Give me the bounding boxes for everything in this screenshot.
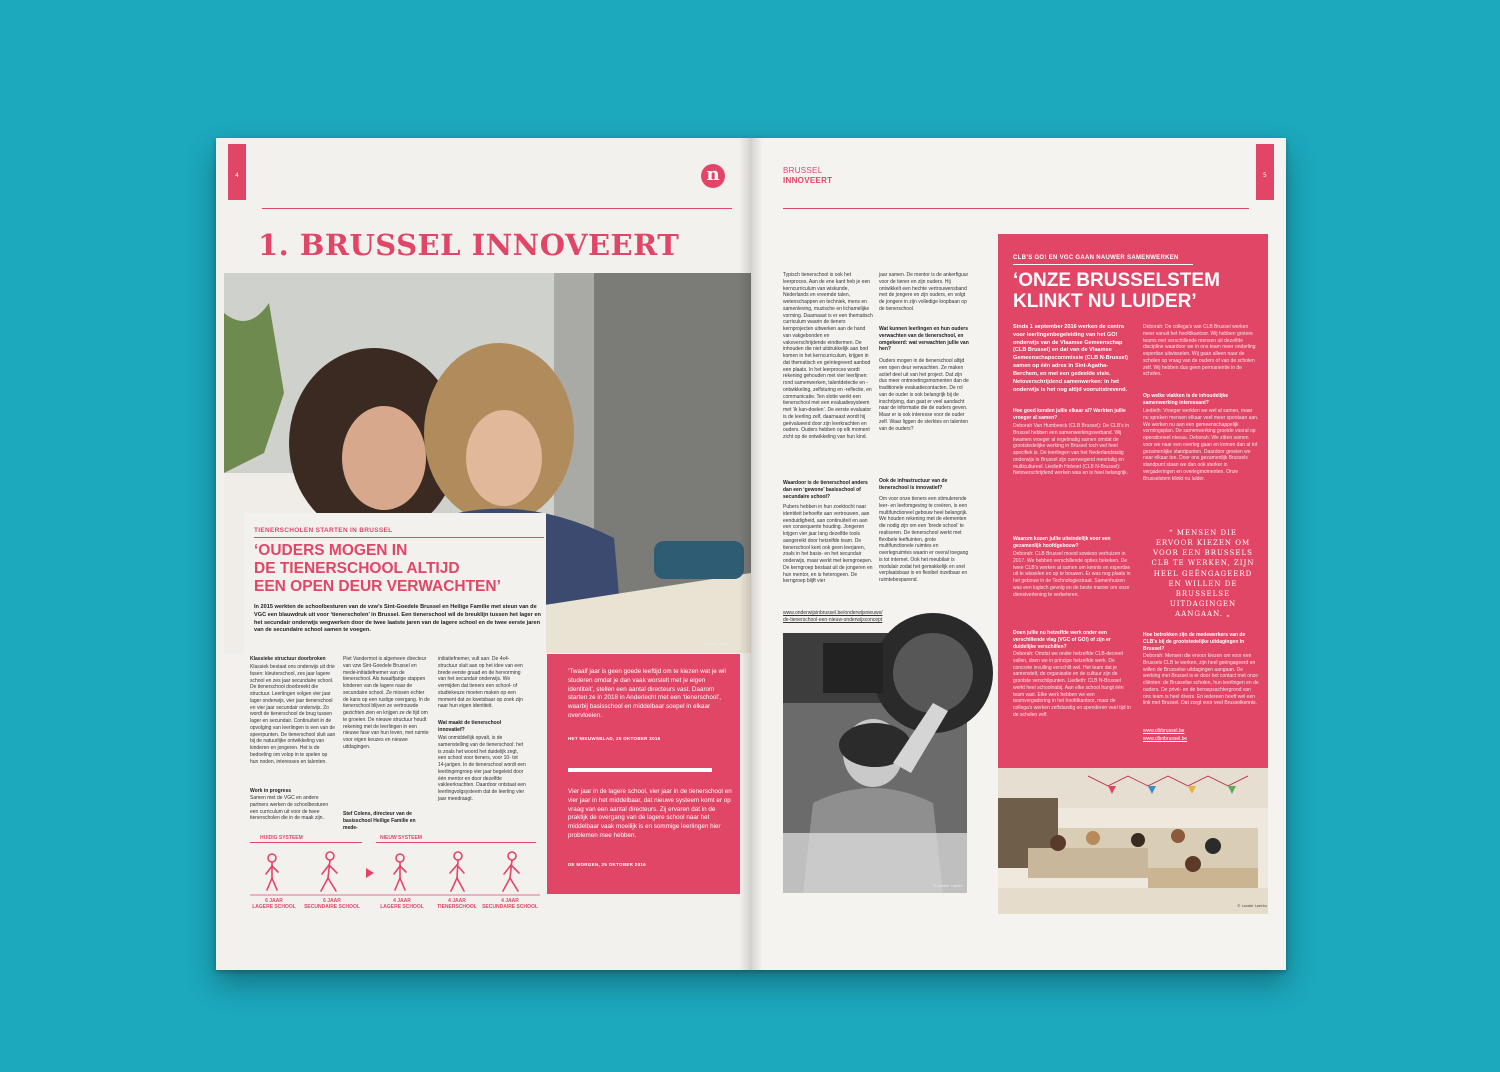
diagram-label-old: HUIDIG SYSTEEM (260, 835, 303, 841)
article-kicker-left: TIENERSCHOLEN STARTEN IN BRUSSEL (254, 527, 393, 534)
left-page (216, 138, 751, 970)
col3-text: initiatiefnemer, vult aan: De 4x4-structuur sluit aan op het idee van een brede eerste graad en de hervorming van het secundair onderwijs. We vermijden dat tieners een school- of studiekeuze moeten maken op een moment dat ze kwetsbaar op zoek zijn naar hun eigen identiteit. (438, 656, 524, 710)
right-col1-link-2[interactable]: de-tienerschool-een-nieuw-onderwijsconcept (783, 617, 883, 623)
diagram-item-4: 4 JAAR TIENERSCHOOL (437, 898, 477, 910)
article-lead-left: In 2015 werkten de schoolbesturen van de vzw’s Sint-Goedele Brussel en Heilige Familie met steun van de VGC een blauwdruk uit voor ‘tienerscholen’ in Brussel. Een tienerschool wil de breuklijn tussen het lager en het secundair onderwijs wegwerken door de twee laatste jaren van de lagere school en de twee eerste jaren van de secundaire school samen te voegen. (254, 604, 541, 634)
col3-text-2: Wat onmiddellijk opvalt, is de samenstelling van de tienerschool: het is zoals het woord het duidelijk zegt, een school voor tieners, voor 10- tot 14-jarigen. In de tienerschool wordt een leerlingengroep vier jaar begeleid door één mentor en door dezelfde vakleerkrachten. Daardoor ontstaat een leerlingvolgsysteem dat de leerling vier jaar meedraagt. (438, 735, 526, 802)
interview-kicker-rule (1013, 264, 1193, 265)
interview-a3-cont: Deborah: De collega’s van CLB Brussel werken meer vanuit het hoofdkantoor. Wij hebben grotere teams met verschillende mensen uit dezelfde discipline waardoor we in ons team meer onderling expertise uitwisselen. Wij gaan alleen naar de scholen op vraag van de ouders of van de scholen zelf. Wij hebben dus geen permanentie in de scholen. (1143, 324, 1256, 378)
clb-link-2[interactable]: www.clbnbrussel.be (1143, 736, 1188, 742)
section-label-1: BRUSSEL (783, 166, 823, 175)
interview-headline-2: KLINKT NU LUIDER’ (1013, 291, 1197, 312)
interview-lead: Sinds 1 september 2016 werken de centra voor leerlingenbegeleiding van het GO! onderwijs van de Vlaamse Gemeenschap (CLB Brussel) en dat van de Vlaamse Gemeenschapscommissie (CLB N-Brussel) samen op één adres in Sint-Agatha-Berchem, en met een gedeelde visie. Netoverschrijdend samenwerken: in het onderwijs is het nog altijd vooruitstrevend. (1013, 324, 1129, 393)
article-headline-left-3: EEN OPEN DEUR VERWACHTEN’ (254, 578, 501, 595)
magazine-logo: n (701, 164, 725, 188)
page-number-left: 4 (235, 172, 239, 179)
bw-photo-credit: © Lander Loeckx (933, 884, 964, 888)
quote-text-2: Vier jaar in de lagere school, vier jaar in de tienerschool en vier jaar in het middelbaar, dat nieuwe systeem komt er op vraag van een aantal directeurs. Zij ervaren dat in de praktijk de overgang van de lagere school naar het middelbaar vaak moeilijk is en sommige leerlingen hier problemen mee hebben. (568, 788, 732, 840)
header-rule-right (783, 208, 1249, 209)
interview-a4: Liedieth: Vroeger werkten we wel al samen, maar nu spreken mensen elkaar veel meer spontaan aan. We werken nu aan een gemeenschappelijk vormingsplan. De samenwerking groeide vooral op operationeel niveau. Deborah: We zitten samen voor we naar een overleg gaan en komen dan al tot gezamenlijke standpunten. Daardoor groeien we naar elkaar toe. Door ons gezamenlijk Brussels standpunt staan we dan ook sterker in vergaderingen en overlegmomenten. Onze Brusselstem klinkt nu luider. (1143, 408, 1259, 482)
col2-text: Piet Vandermot is algemeen directeur van vzw Sint-Goedele Brussel en mede-initiatiefnemer van de tienerschool. Als twaalfjarige stappen kinderen van de lagere naar de secundaire school. Ze missen echter de kans op een rustige overgang. In de tienerschool blijven ze vertrouwde gezichten zien en krijgen ze de tijd om te groeien. De nieuwe structuur houdt rekening met de leerlingen in een nieuwe fase van hun leven, met ruimte voor eigen keuzes en nieuwe uitdagingen. (343, 656, 430, 750)
interview-a5: Deborah: Mensen die ervoor kiezen om voor een Brussels CLB te werken, zijn heel geëngageerd en willen de Brusselse uitdagingen aangaan. De werking met Brussel is er door het contact met onze cliënten: de Brusselse scholen, hun leerlingen en de ouders. De privé- en de beroepsachtergrond van ons team is heel divers. En iedereen heeft wel een link met Brussel. Dat zorgt voor veel Brusselkennis. (1143, 653, 1259, 707)
page-number-right: 5 (1263, 172, 1267, 179)
quote-divider (568, 768, 712, 772)
diagram-label-new: NIEUW SYSTEEM (380, 835, 422, 841)
interview-q2: Waarom kozen jullie uiteindelijk voor een gezamenlijk hoofdgebouw? (1013, 536, 1111, 549)
col1-heading: Klassieke structuur doorbroken (250, 656, 326, 662)
quote-text-1: ‘Twaalf jaar is geen goede leeftijd om te kiezen wat je wil studeren omdat je dan vaak worstelt met je eigen identiteit’, stellen een aantal directeurs vast. Daarom starten ze in 2018 in Anderlecht met een ‘tienerschool’, waarbij basisschool en middelbaar soepel in elkaar overvloeien. (568, 668, 726, 720)
right-col2-text-2: Ouders mogen in de tienerschool altijd een open deur verwachten. Ze maken actief deel uit van het project. Dat zijn dus meer ontmoetingsmomenten dan de traditionele evaluatiecontacten. De rol van de ouder is ook belangrijk bij de inschrijving, dan gaat er veel aandacht naar de informatie die de ouders geven. Maar er is ook interesse voor de ouder zelf. Waar liggen de sterktes en talenten van de ouders? (879, 358, 969, 432)
col3-heading: Wat maakt de tienerschool innovatief? (438, 720, 502, 733)
col1-text-2: Samen met de VGC en andere partners werken de schoolbesturen een curriculum uit voor de twee tienerscholen die in de maak zijn. (250, 795, 329, 822)
section-label-2: INNOVEERT (783, 176, 833, 185)
right-col2-text: jaar samen. De mentor is de ankerfiguur voor de tiener en zijn ouders. Hij ontwikkelt een hechte vertrouwensband met de jongere en zijn ouders, en volgt de jongere in zijn volledige loopbaan op de tienerschool. (879, 272, 969, 312)
diagram-item-3: 4 JAAR LAGERE SCHOOL (380, 898, 424, 910)
diagram-item-5: 4 JAAR SECUNDAIRE SCHOOL (482, 898, 538, 910)
kicker-rule-left (254, 537, 544, 538)
right-col2-text-3: Om voor onze tieners een stimulerende leer- en leefomgeving te creëren, is een multifunctioneel gebouw heel belangrijk. We houden rekening met de elementen die nodig zijn om een ‘brede school’ te realiseren. De tienerschool werkt met flexibele leeftuinten, grote multifunctionele ruimtes en overlegruimtes waarin er overal toegang is tot internet. Ook het meubilair is modulair zodat het gemakkelijk en snel verplaatsbaar is en flexibel inzetbaar en ruimtebesparend. (879, 496, 969, 583)
diagram-rule-old (250, 842, 362, 843)
interview-a3: Deborah: Omdat we onder hetzelfde CLB-decreet vallen, doen we in principe hetzelfde werk. De concrete invulling verschilt wel. Het team dat je samenstelt, de organisatie en de cultuur zijn de grootste verschilpunten. Liedieth: CLB N-Brussel werkt heel schoolnabij. Aan elke school hangt één team vast. Elke werk hebben we een teamvergadering in het hoofdkantoor, maar de collega’s werken zelfstandig en spenderen veel tijd in de scholen zelf. (1013, 651, 1131, 718)
interview-q4: Op welke vlakken is de inhoudelijke samenwerking interessant? (1143, 393, 1229, 406)
col1-heading-2: Work in progress (250, 788, 292, 794)
classroom-bw-photo (783, 633, 967, 893)
article-headline-left-2: DE TIENERSCHOOL ALTIJD (254, 560, 460, 577)
magazine-spread (216, 138, 1286, 970)
interview-a2: Deborah: CLB Brussel moest sowieso verhuizen in 2017. We hebben verschillende opties bekeken. De twee CLB’s werken al samen om kennis en expertise uit te wisselen en op te bouwen. Er was nog plaats in het gebouw in de Technologiestraat. Samenhuizen was een logisch gevolg en de beste manier om onze dienstverlening te verbeteren. (1013, 551, 1131, 598)
interview-kicker: CLB’S GO! EN VGC GAAN NAUWER SAMENWERKEN (1013, 255, 1179, 261)
interview-q1: Hoe goed kenden jullie elkaar al? Werkten jullie vroeger al samen? (1013, 408, 1126, 421)
right-col1-text: Typisch tienerschool is ook het leerproces. Aan de ene kant heb je een kerncurriculum van wiskunde, Nederlands en vreemde talen, wetenschappen en techniek, mens en samenleving, muzische en lichamelijke vorming. Daarnaast is er een thematisch curriculum waarin de tieners kernprojecten uitwerken aan de hand van vakgebonden en vakoverschrijdende eindtermen. De inhouden die niet uitdrukkelijk aan bod komen in het kerncurriculum, krijgen in dat thematisch en geïntegreerd aanbod een plaats. In het leerproces wordt rekening gehouden met vier leerlijnen: rond samenwerken, talentdetectie en -ontwikkeling, zelfsturing en -reflectie, en communicatie. Ten slotte werkt een tienerschool met een evaluatiesysteem met ‘ik kan-doelen’. De eerste evaluator is de leerling zelf, daarnaast wordt hij geëvalueerd door zijn leerkrachten en ouders. Ouders hebben op elk moment zicht op de ontwikkeling van hun kind. (783, 272, 873, 440)
interview-q3: Doen jullie nu hetzelfde werk onder een verschillende vlag (VGC of GO!) of zijn er duidelijke verschillen? (1013, 630, 1111, 650)
article-headline-left-1: ‘OUDERS MOGEN IN (254, 542, 408, 559)
classroom-color-photo-art (998, 768, 1268, 914)
col2-signature: Stef Colens, directeur van de basisschool Heilige Familie en mede- (343, 811, 416, 831)
right-col2-heading-3: Ook de infrastructuur van de tienerschool is innovatief? (879, 478, 948, 491)
color-photo-credit: © Lander Loeckx (1237, 904, 1268, 908)
photo-credit-left: © Lander Loeckx (700, 642, 731, 646)
right-col1-link-1[interactable]: www.onderwijsinbrussel.be/onderwijsnieuws/ (783, 610, 883, 616)
right-page (751, 138, 1286, 970)
right-col2-heading-2: Wat kunnen leerlingen en hun ouders verwachten van de tienerschool, en omgekeerd: wat verwachten jullie van hen? (879, 326, 969, 353)
interview-headline-1: ‘ONZE BRUSSELSTEM (1013, 270, 1220, 291)
right-col1-heading-2: Waardoor is de tienerschool anders dan een ‘gewone’ basisschool of secundaire school? (783, 480, 868, 500)
quote-source-2: DE MORGEN, 25 OKTOBER 2016 (568, 862, 646, 867)
classroom-bw-photo-art (783, 633, 967, 893)
classroom-color-photo (998, 768, 1268, 914)
interview-a1: Deborah Van Humbeeck (CLB Brussel): De CLB’s in Brussel hebben een samenwerkingsverband. Wij kwamen vroeger al regelmatig samen omdat de grootstedelijke werking in Brussel toch wel heel specifiek is. De leerlingen van het Nederlandstalig onderwijs in Brussel zijn overwegend meertalig en multicultureel. Liedieth Holvoet (CLB N-Brussel): Netoverschrijdend werken was en is heel belangrijk. (1013, 423, 1129, 477)
section-title: 1. BRUSSEL INNOVEERT (258, 228, 680, 262)
interview-q5: Hoe betrokken zijn de medewerkers van de CLB’s bij de grootstedelijke uitdagingen in Brussel? (1143, 632, 1246, 652)
right-col1-text-2: Pubers hebben in hun zoektocht naar identiteit behoefte aan vertrouwen, aan eenduidigheid, aan continuïteit en aan een consequente houding. Jongeren krijgen vier jaar lang dezelfde tools aangereikt door hetzelfde team. De tienerschool kent ook geen leerjaren, zoals in het basis- en het secundair onderwijs, maar werkt met kerngroepen. De kerngroep bestaat uit de jongeren en hun mentor, en is heterogeen. De kerngroep blijft vier (783, 504, 873, 585)
diagram-item-2: 6 JAAR SECUNDAIRE SCHOOL (304, 898, 360, 910)
header-rule-left (262, 208, 732, 209)
quote-source-1: HET NIEUWSBLAD, 25 OKTOBER 2016 (568, 736, 661, 741)
spread-gutter (739, 138, 763, 970)
col1-text: Klassiek bestaat ons onderwijs uit drie fasen: kleuterschool, zes jaar lagere school en zes jaar secundaire school. De tienerschool doorbreekt die structuur. Leerlingen volgen vier jaar lager onderwijs, vier jaar tienerschool en vier jaar secundair onderwijs. Zo wordt de tienerschool de brug tussen lager en secundair. Continuïteit in de opvolging van leerlingen is een van de speerpunten. De tienerschool sluit aan bij de natuurlijke ontwikkeling van kinderen en jongeren. Het is de bedoeling om volop in te spelen op hun noden, interesses en talenten. (250, 664, 336, 765)
diagram-rule-new (376, 842, 536, 843)
pull-quote: “ MENSEN DIE ERVOOR KIEZEN OM VOOR EEN BRUSSELS CLB TE WERKEN, ZIJN HEEL GEËNGAGEERD EN WILLEN DE BRUSSELSE UITDAGINGEN AANGAAN. „ (1151, 529, 1255, 619)
clb-link-1[interactable]: www.clbbrussel.be (1143, 728, 1185, 734)
diagram-item-1: 6 JAAR LAGERE SCHOOL (252, 898, 296, 910)
